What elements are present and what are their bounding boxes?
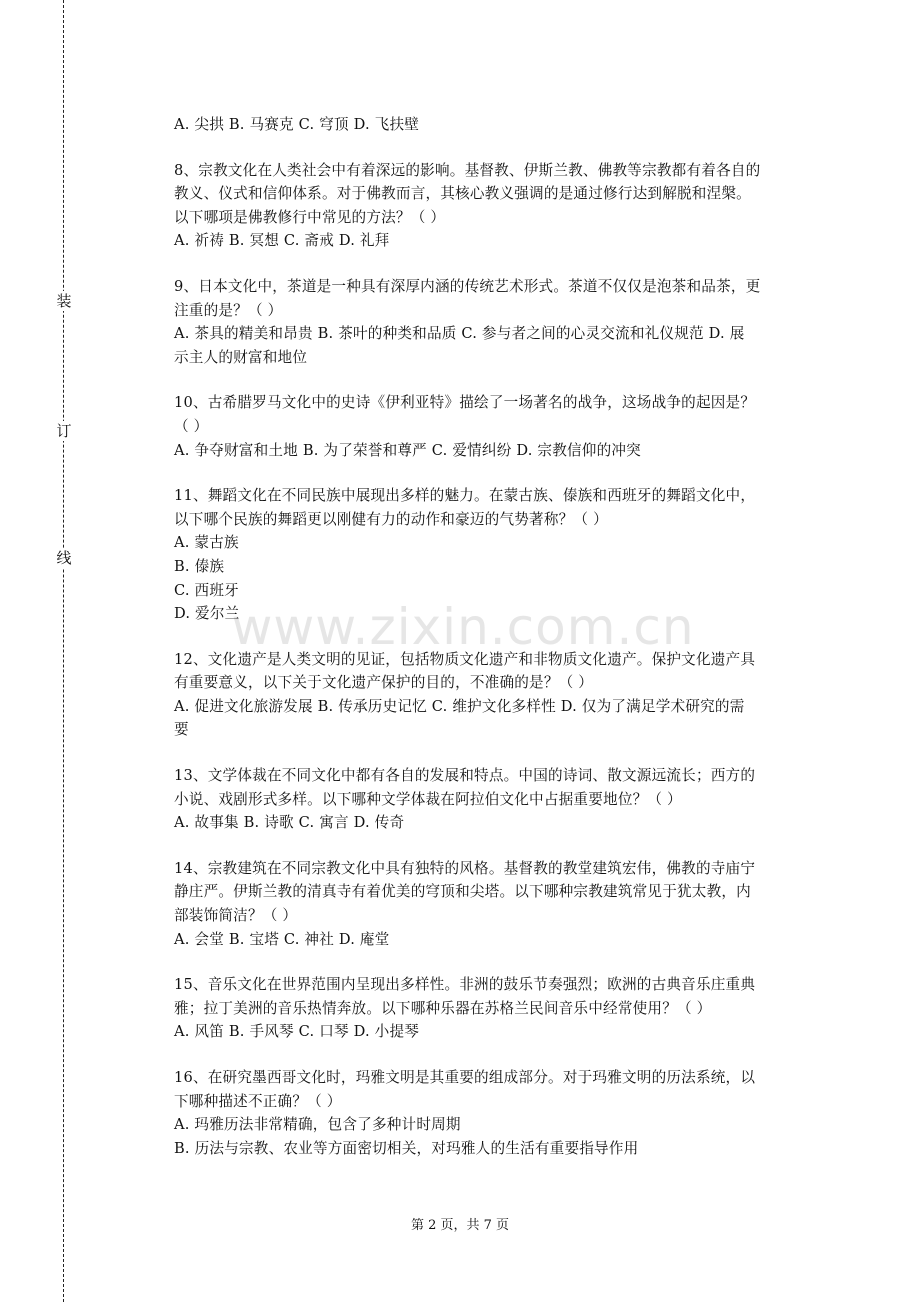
question-text-line: 有重要意义，以下关于文化遗产保护的目的，不准确的是？（ ）	[174, 674, 594, 692]
question-text-line: 注重的是？（ ）	[174, 301, 283, 319]
question-content	[174, 113, 824, 1160]
question-text-line: （ ）	[174, 417, 209, 435]
question-text-line: 小说、戏剧形式多样。以下哪种文学体裁在阿拉伯文化中占据重要地位？（ ）	[174, 790, 682, 808]
question-options-line: C. 西班牙	[174, 581, 239, 599]
question-options-line: A. 争夺财富和土地 B. 为了荣誉和尊严 C. 爱情纠纷 D. 宗教信仰的冲突	[174, 441, 641, 459]
question-text-line: 8、宗教文化在人类社会中有着深远的影响。基督教、伊斯兰教、佛教等宗教都有着各自的	[174, 161, 761, 179]
question-block	[174, 484, 824, 626]
question-text-line: 10、古希腊罗马文化中的史诗《伊利亚特》描绘了一场著名的战争，这场战争的起因是？	[174, 394, 756, 412]
question-text-line: 以下哪个民族的舞蹈更以刚健有力的动作和豪迈的气势著称？（ ）	[174, 510, 608, 528]
binding-char-zhuang: 装	[52, 291, 76, 311]
question-options-line: A. 祈祷 B. 冥想 C. 斋戒 D. 礼拜	[174, 232, 390, 250]
binding-dashed-line	[63, 0, 64, 1302]
question-options-line: A. 会堂 B. 宝塔 C. 神社 D. 庵堂	[174, 930, 390, 948]
question-options-line: 要	[174, 721, 189, 739]
question-block	[174, 764, 824, 835]
question-block	[174, 973, 824, 1044]
question-options-line: A. 风笛 B. 手风琴 C. 口琴 D. 小提琴	[174, 1023, 420, 1041]
question-text-line: 下哪种描述不正确？（ ）	[174, 1092, 342, 1110]
question-text-line: 15、音乐文化在世界范围内呈现出多样性。非洲的鼓乐节奏强烈；欧洲的古典音乐庄重典	[174, 976, 756, 994]
question-options-line: A. 玛雅历法非常精确，包含了多种计时周期	[174, 1116, 461, 1134]
question-options-line: B. 傣族	[174, 557, 225, 575]
question-block	[174, 275, 824, 369]
question-text-line: 9、日本文化中，茶道是一种具有深厚内涵的传统艺术形式。茶道不仅仅是泡茶和品茶，更	[174, 277, 761, 295]
question-options-line: A. 蒙古族	[174, 534, 239, 552]
question-block	[174, 1066, 824, 1160]
question-options-line: A. 故事集 B. 诗歌 C. 寓言 D. 传奇	[174, 814, 405, 832]
question-text-line: 雅；拉丁美洲的音乐热情奔放。以下哪种乐器在苏格兰民间音乐中经常使用？（ ）	[174, 999, 712, 1017]
question-options-line: A. 茶具的精美和昂贵 B. 茶叶的种类和品质 C. 参与者之间的心灵交流和礼仪规范 D. 展	[174, 325, 745, 343]
question-list	[174, 159, 824, 1161]
binding-char-xian: 线	[52, 548, 76, 568]
question-block	[174, 159, 824, 253]
question-options-line: A. 促进文化旅游发展 B. 传承历史记忆 C. 维护文化多样性 D. 仅为了满足学术研究的需	[174, 697, 745, 715]
question-text-line: 11、舞蹈文化在不同民族中展现出多样的魅力。在蒙古族、傣族和西班牙的舞蹈文化中，	[174, 487, 756, 505]
question-block	[174, 648, 824, 742]
question-text-line: 以下哪项是佛教修行中常见的方法？（ ）	[174, 208, 446, 226]
question-options-line: 示主人的财富和地位	[174, 348, 308, 366]
question-text-line: 13、文学体裁在不同文化中都有各自的发展和特点。中国的诗词、散文源远流长；西方的	[174, 767, 756, 785]
question-block	[174, 857, 824, 951]
previous-question-options: A. 尖拱 B. 马赛克 C. 穹顶 D. 飞扶壁	[174, 116, 420, 133]
question-text-line: 静庄严。伊斯兰教的清真寺有着优美的穹顶和尖塔。以下哪种宗教建筑常见于犹太教，内	[174, 883, 751, 901]
question-text-line: 14、宗教建筑在不同宗教文化中具有独特的风格。基督教的教堂建筑宏伟，佛教的寺庙宁	[174, 859, 756, 877]
binding-char-ding: 订	[52, 421, 76, 441]
question-options-line: B. 历法与宗教、农业等方面密切相关，对玛雅人的生活有重要指导作用	[174, 1139, 639, 1157]
question-text-line: 16、在研究墨西哥文化时，玛雅文明是其重要的组成部分。对于玛雅文明的历法系统，以	[174, 1069, 756, 1086]
question-options-line: D. 爱尔兰	[174, 605, 240, 623]
question-text-line: 部装饰简洁？（ ）	[174, 907, 298, 925]
question-text-line: 教义、仪式和信仰体系。对于佛教而言，其核心教义强调的是通过修行达到解脱和涅槃。	[174, 185, 751, 203]
page-footer: 第 2 页，共 7 页	[410, 1218, 510, 1233]
question-text-line: 12、文化遗产是人类文明的见证，包括物质文化遗产和非物质文化遗产。保护文化遗产具	[174, 650, 756, 668]
watermark: www.zixin.com.cn	[231, 598, 695, 656]
question-block	[174, 391, 824, 462]
